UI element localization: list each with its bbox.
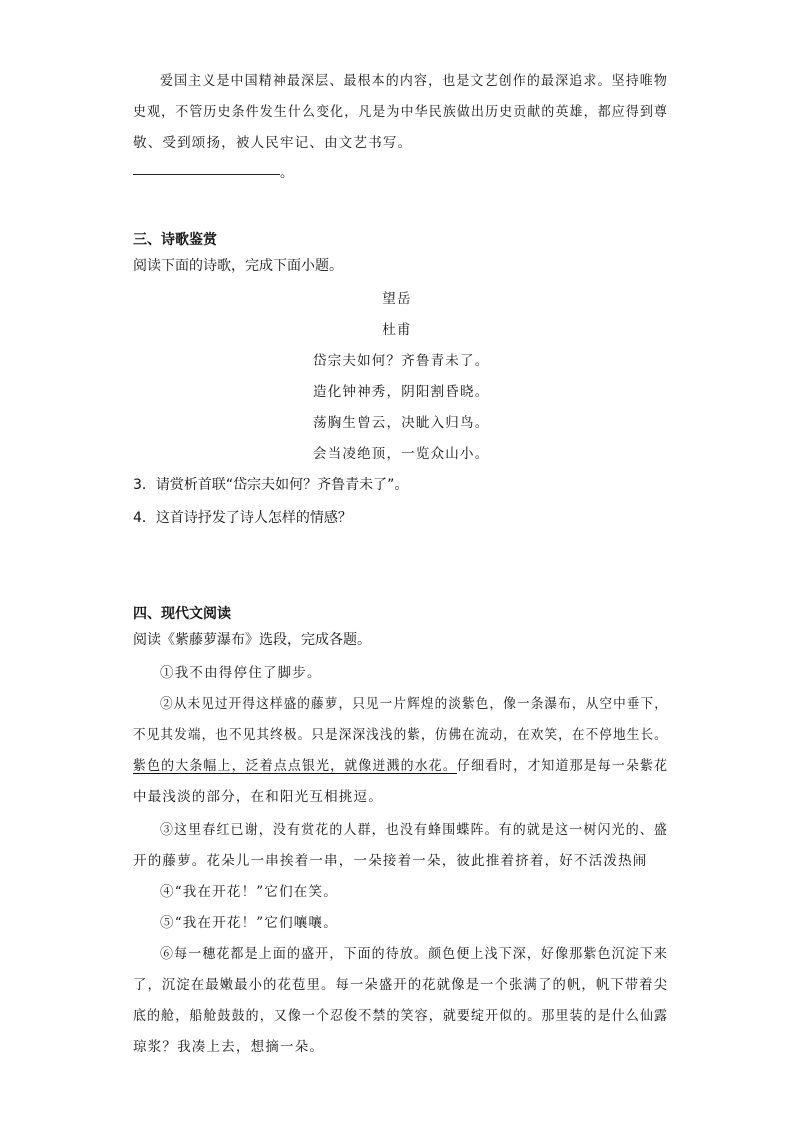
answer-period: 。 [280, 165, 295, 181]
intro-line-1: 爱国主义是中国精神最深层、最根本的内容，也是文艺创作的最深追求。坚持唯物 [160, 73, 669, 89]
paragraph-6-line-4: 琼浆？我凑上去，想摘一朵。 [133, 1039, 325, 1055]
poem-line-4: 会当凌绝顶，一览众山小。 [313, 446, 490, 462]
answer-blank-line[interactable] [133, 174, 280, 175]
paragraph-3-line-1: ③这里春红已谢，没有赏花的人群，也没有蜂围蝶阵。有的就是这一树闪光的、盛 [160, 822, 669, 838]
section-3-instruction: 阅读下面的诗歌，完成下面小题。 [133, 258, 343, 274]
paragraph-2-line-2: 不见其发端，也不见其终极。只是深深浅浅的紫，仿佛在流动，在欢笑，在不停地生长。 [133, 727, 668, 743]
paragraph-1: ①我不由得停住了脚步。 [160, 665, 322, 681]
intro-line-3: 敬、受到颂扬，被人民牢记、由文艺书写。 [133, 135, 413, 151]
paragraph-4: ④“我在开花！”它们在笑。 [160, 884, 338, 900]
poem-line-3: 荡胸生曾云，决眦入归鸟。 [313, 415, 490, 431]
paragraph-2-line-1: ②从未见过开得这样盛的藤萝，只见一片辉煌的淡紫色，像一条瀑布，从空中垂下， [160, 696, 669, 712]
question-3: 3．请赏析首联“岱宗夫如何？齐鲁青未了”。 [133, 477, 409, 493]
paragraph-2-line-3 [133, 754, 668, 774]
section-4-instruction: 阅读《紫藤萝瀑布》选段，完成各题。 [133, 632, 371, 648]
paragraph-6-line-1: ⑥每一穗花都是上面的盛开，下面的待放。颜色便上浅下深，好像那紫色沉淀下来 [160, 946, 669, 962]
section-4-heading: 四、现代文阅读 [133, 606, 231, 622]
intro-line-2: 史观，不管历史条件发生什么变化，凡是为中华民族做出历史贡献的英雄，都应得到尊 [133, 104, 669, 120]
underlined-sentence: 紫色的大条幅上，泛着点点银光，就像迸溅的水花。 [133, 758, 457, 774]
paragraph-2-line-3-rest: 仔细看时，才知道那是每一朵紫花 [456, 758, 669, 774]
section-3-heading: 三、诗歌鉴赏 [133, 232, 217, 248]
poem-author: 杜甫 [382, 322, 412, 338]
paragraph-5: ⑤“我在开花！”它们嚷嚷。 [160, 915, 338, 931]
question-4: 4．这首诗抒发了诗人怎样的情感？ [133, 510, 352, 526]
paragraph-6-line-3: 底的舱，船舱鼓鼓的，又像一个忍俊不禁的笑容，就要绽开似的。那里装的是什么仙露 [133, 1008, 669, 1024]
poem-title: 望岳 [382, 291, 412, 307]
poem-line-2: 造化钟神秀，阴阳割昏晓。 [313, 384, 490, 400]
poem-line-1: 岱宗夫如何？齐鲁青未了。 [313, 353, 490, 369]
paragraph-2-line-4: 中最浅淡的部分，在和阳光互相挑逗。 [133, 789, 383, 805]
paragraph-6-line-2: 了，沉淀在最嫩最小的花苞里。每一朵盛开的花就像是一个张满了的帆，帆下带着尖 [133, 977, 669, 993]
paragraph-3-line-2: 开的藤萝。花朵儿一串挨着一串，一朵接着一朵，彼此推着挤着，好不活泼热闹 [133, 853, 648, 869]
